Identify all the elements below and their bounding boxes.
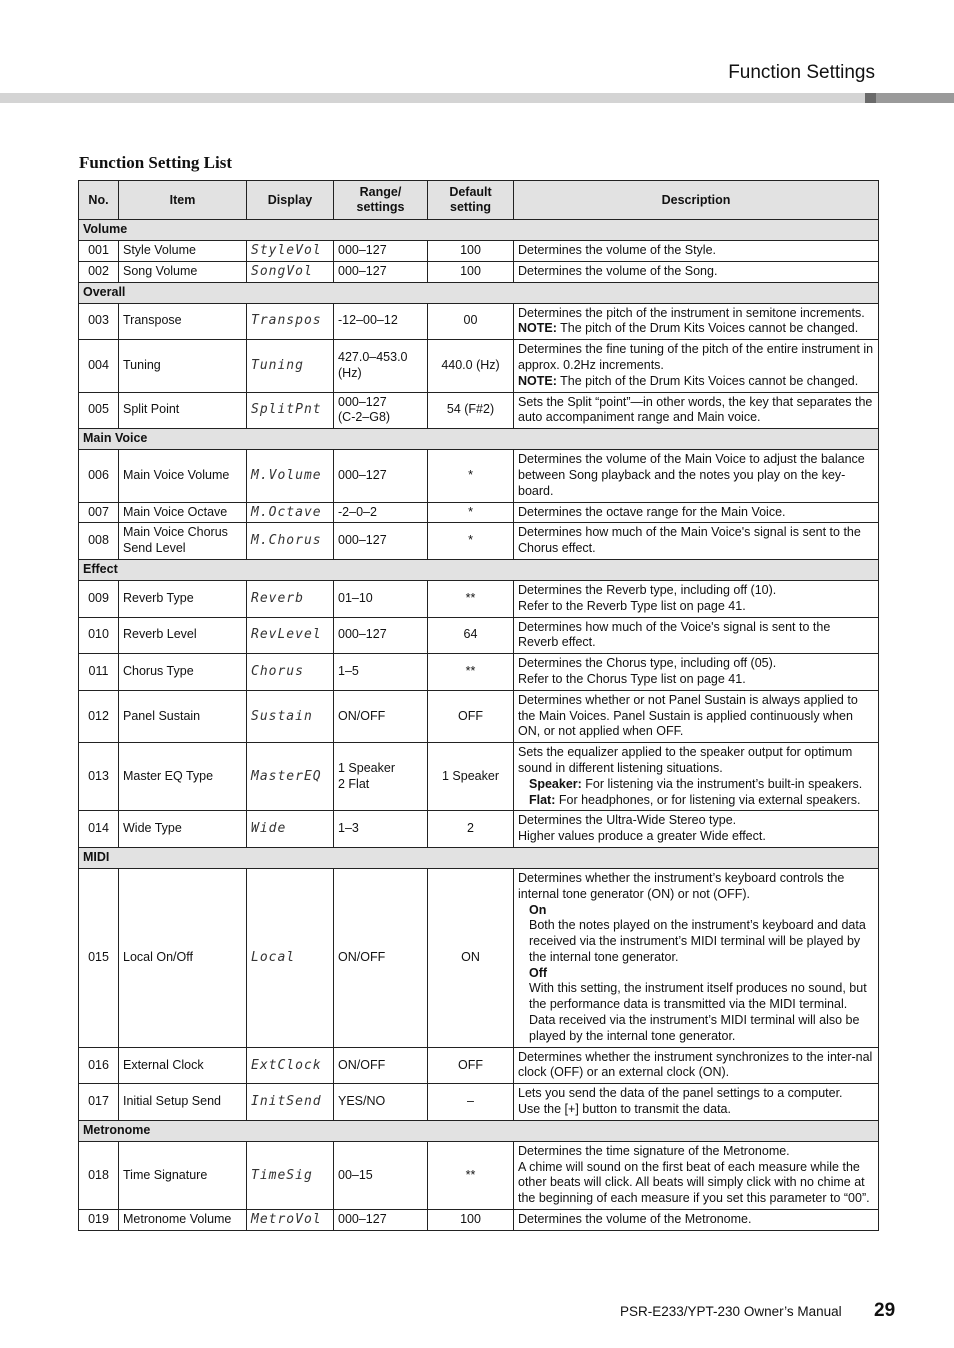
item-line: Transpose (123, 313, 182, 328)
range-line: YES/NO (338, 1094, 386, 1109)
table-header-row (79, 181, 879, 220)
row-range (334, 502, 428, 523)
row-range (334, 303, 428, 340)
description-text: Determines whether or not Panel Sustain is always applied to the Main Voices. Panel Sustain is applied continuously when ON, or not applied when OFF. (518, 692, 858, 739)
category-label: Metronome (79, 1120, 879, 1141)
item-line: Song Volume (123, 263, 198, 278)
range-line: 427.0–453.0 (338, 350, 408, 365)
description-text: Determines the time signature of the Metronome. (518, 1143, 790, 1158)
table-body (79, 220, 879, 1231)
row-display: Tuning (247, 340, 334, 392)
item-line: Master EQ Type (123, 768, 214, 783)
row-range (334, 811, 428, 848)
table-row (79, 241, 879, 262)
table-row (79, 523, 879, 560)
description-line (518, 620, 874, 652)
row-description (514, 617, 879, 654)
description-line (518, 1212, 874, 1228)
range-line: 00–15 (338, 1167, 373, 1182)
description-text: Determines the volume of the Song. (518, 263, 718, 278)
description-line (518, 918, 874, 965)
description-keyword: Speaker: (529, 776, 582, 791)
description-keyword: NOTE: (518, 373, 557, 388)
table-row (79, 502, 879, 523)
row-number: 010 (79, 617, 119, 654)
description-line (518, 599, 874, 615)
header-no: No. (79, 181, 119, 220)
row-default: OFF (428, 690, 514, 742)
row-item (119, 450, 247, 502)
row-display: SongVol (247, 261, 334, 282)
item-line: Reverb Level (123, 627, 197, 642)
description-text: The pitch of the Drum Kits Voices cannot be changed. (556, 321, 859, 336)
category-label: MIDI (79, 847, 879, 868)
header-description: Description (514, 181, 879, 220)
row-item (119, 1084, 247, 1121)
row-default: 64 (428, 617, 514, 654)
header-display: Display (247, 181, 334, 220)
range-line: 000–127 (338, 263, 387, 278)
description-line (518, 793, 874, 809)
description-line (518, 452, 874, 499)
row-item (119, 1210, 247, 1231)
row-description (514, 392, 879, 429)
range-line: ON/OFF (338, 1057, 386, 1072)
range-line: 01–10 (338, 590, 373, 605)
row-display: Wide (247, 811, 334, 848)
description-line (518, 1144, 874, 1160)
header-range-line: settings (356, 200, 405, 214)
category-row (79, 1120, 879, 1141)
row-range (334, 1210, 428, 1231)
row-number: 004 (79, 340, 119, 392)
item-line: Chorus Type (123, 664, 194, 679)
description-text: Determines the pitch of the instrument in semitone increments. (518, 305, 865, 320)
footer-manual-title: PSR-E233/YPT-230 Owner’s Manual (620, 1304, 842, 1319)
range-line: -12–00–12 (338, 313, 398, 328)
row-display: StyleVol (247, 241, 334, 262)
description-line (518, 395, 874, 427)
row-description (514, 1210, 879, 1231)
range-line: ON/OFF (338, 708, 386, 723)
item-line: External Clock (123, 1057, 204, 1072)
row-item (119, 743, 247, 811)
row-number: 018 (79, 1141, 119, 1209)
description-keyword: NOTE: (518, 321, 557, 336)
row-default: ** (428, 1141, 514, 1209)
row-description (514, 1047, 879, 1084)
row-range (334, 617, 428, 654)
row-item (119, 1047, 247, 1084)
description-line (518, 981, 874, 1044)
range-line: 000–127 (338, 627, 387, 642)
row-default: ON (428, 868, 514, 1047)
row-number: 005 (79, 392, 119, 429)
table-row (79, 617, 879, 654)
row-default: 100 (428, 241, 514, 262)
running-header-title: Function Settings (728, 62, 875, 83)
row-default: – (428, 1084, 514, 1121)
row-description (514, 690, 879, 742)
description-line (518, 813, 874, 829)
table-row (79, 340, 879, 392)
item-line: Main Voice Volume (123, 467, 230, 482)
description-line (518, 656, 874, 672)
row-display: M.Octave (247, 502, 334, 523)
row-number: 016 (79, 1047, 119, 1084)
row-item (119, 261, 247, 282)
row-range (334, 654, 428, 691)
description-text: The pitch of the Drum Kits Voices cannot be changed. (556, 373, 859, 388)
description-text: With this setting, the instrument itself produces no sound, but the performance data is transmitted via the MIDI terminal. Data received via the instrument’s MIDI terminal will also be played by the internal tone generator. (529, 981, 867, 1043)
description-text: Determines whether the instrument’s keyboard controls the internal tone generator (ON) or not (OFF). (518, 870, 845, 901)
range-line: (Hz) (338, 365, 362, 380)
row-range (334, 580, 428, 617)
table-row (79, 450, 879, 502)
description-line (518, 871, 874, 903)
header-default-line: Default (449, 185, 492, 199)
description-line (518, 1086, 874, 1102)
row-display: M.Volume (247, 450, 334, 502)
description-line (518, 1050, 874, 1082)
description-line (518, 672, 874, 688)
table-row (79, 1084, 879, 1121)
row-default: 100 (428, 261, 514, 282)
row-number: 012 (79, 690, 119, 742)
description-text: Refer to the Chorus Type list on page 41. (518, 671, 746, 686)
row-description (514, 868, 879, 1047)
description-line (518, 693, 874, 740)
row-display: Chorus (247, 654, 334, 691)
row-description (514, 580, 879, 617)
row-number: 015 (79, 868, 119, 1047)
row-default: 440.0 (Hz) (428, 340, 514, 392)
header-item: Item (119, 181, 247, 220)
description-line (518, 1102, 874, 1118)
row-display: TimeSig (247, 1141, 334, 1209)
row-display: Transpos (247, 303, 334, 340)
range-line: 000–127 (338, 243, 387, 257)
table-row (79, 811, 879, 848)
row-number: 011 (79, 654, 119, 691)
description-text: Determines the volume of the Style. (518, 243, 717, 257)
row-item (119, 868, 247, 1047)
item-line: Tuning (123, 357, 161, 372)
row-number: 003 (79, 303, 119, 340)
category-label: Volume (79, 220, 879, 241)
item-line: Main Voice Chorus (123, 525, 228, 540)
row-display: Sustain (247, 690, 334, 742)
description-text: Higher values produce a greater Wide effect. (518, 829, 766, 844)
category-label: Overall (79, 282, 879, 303)
page-number: 29 (874, 1300, 896, 1321)
description-line (518, 321, 874, 337)
row-description (514, 523, 879, 560)
header-rule-marker (865, 93, 876, 103)
table-row (79, 654, 879, 691)
description-line (518, 525, 874, 557)
row-range (334, 1047, 428, 1084)
category-row (79, 429, 879, 450)
description-text: Both the notes played on the instrument’s keyboard and data received via the instrument’s MIDI terminal will be played by the internal tone generator. (529, 918, 866, 964)
row-item (119, 1141, 247, 1209)
range-line: 000–127 (338, 533, 387, 548)
table-row (79, 303, 879, 340)
description-line (518, 745, 874, 777)
item-line: Wide Type (123, 821, 182, 836)
table-row (79, 580, 879, 617)
header-range-line: Range/ (359, 185, 402, 199)
description-text: Determines how much of the Voice's signal is sent to the Reverb effect. (518, 619, 831, 650)
row-range (334, 868, 428, 1047)
row-number: 017 (79, 1084, 119, 1121)
row-range (334, 690, 428, 742)
row-display: MetroVol (247, 1210, 334, 1231)
table-row (79, 868, 879, 1047)
item-line: Initial Setup Send (123, 1094, 221, 1109)
description-text: Determines the fine tuning of the pitch of the entire instrument in approx. 0.2Hz increments. (518, 342, 874, 372)
item-line: Split Point (123, 402, 180, 417)
description-text: Determines whether the instrument synchronizes to the inter-nal clock (OFF) or an external clock (ON). (518, 1049, 873, 1080)
item-line: Style Volume (123, 243, 196, 257)
row-item (119, 303, 247, 340)
description-line (518, 966, 874, 982)
row-display: M.Chorus (247, 523, 334, 560)
description-text: Sets the Split “point”—in other words, the key that separates the auto accompaniment range and Main voice. (518, 394, 873, 425)
range-line: 000–127 (338, 394, 387, 409)
row-description (514, 1141, 879, 1209)
description-line (518, 903, 874, 919)
row-range (334, 1141, 428, 1209)
description-keyword: On (529, 902, 547, 917)
row-item (119, 580, 247, 617)
row-range (334, 340, 428, 392)
row-item (119, 502, 247, 523)
description-text: Refer to the Reverb Type list on page 41. (518, 598, 746, 613)
row-number: 007 (79, 502, 119, 523)
row-default: * (428, 502, 514, 523)
row-description (514, 340, 879, 392)
range-line: 000–127 (338, 467, 387, 482)
header-rule-end (876, 93, 954, 103)
table-row (79, 1141, 879, 1209)
row-default: OFF (428, 1047, 514, 1084)
row-number: 009 (79, 580, 119, 617)
category-row (79, 220, 879, 241)
description-text: Determines the volume of the Main Voice to adjust the balance between Song playback and the notes you play on the key-board. (518, 452, 865, 498)
description-text: For listening via the instrument’s built-in speakers. (581, 776, 863, 791)
row-range (334, 241, 428, 262)
section-title: Function Setting List (79, 153, 233, 172)
description-line (518, 583, 874, 599)
description-text: Determines the octave range for the Main Voice. (518, 504, 786, 519)
row-description (514, 743, 879, 811)
table-row (79, 261, 879, 282)
row-number: 006 (79, 450, 119, 502)
row-default: 1 Speaker (428, 743, 514, 811)
description-line (518, 342, 874, 374)
row-item (119, 523, 247, 560)
description-text: Determines the volume of the Metronome. (518, 1212, 752, 1227)
row-item (119, 241, 247, 262)
row-description (514, 303, 879, 340)
row-number: 002 (79, 261, 119, 282)
row-display: InitSend (247, 1084, 334, 1121)
description-keyword: Off (529, 965, 548, 980)
range-line: 2 Flat (338, 776, 370, 791)
description-line (518, 829, 874, 845)
item-line: Send Level (123, 541, 186, 556)
row-description (514, 1084, 879, 1121)
range-line: 000–127 (338, 1212, 387, 1227)
row-item (119, 811, 247, 848)
row-number: 014 (79, 811, 119, 848)
description-text: Lets you send the data of the panel settings to a computer. (518, 1086, 843, 1101)
row-default: 00 (428, 303, 514, 340)
range-line: 1–5 (338, 664, 359, 679)
row-default: * (428, 523, 514, 560)
row-display: SplitPnt (247, 392, 334, 429)
description-text: Determines the Ultra-Wide Stereo type. (518, 813, 737, 828)
row-number: 019 (79, 1210, 119, 1231)
description-line (518, 505, 874, 521)
description-line (518, 264, 874, 280)
row-default: 54 (F#2) (428, 392, 514, 429)
row-item (119, 690, 247, 742)
range-line: (C-2–G8) (338, 410, 391, 425)
header-default (428, 181, 514, 220)
item-line: Panel Sustain (123, 708, 201, 723)
item-line: Reverb Type (123, 590, 194, 605)
row-item (119, 617, 247, 654)
category-label: Main Voice (79, 429, 879, 450)
category-row (79, 847, 879, 868)
row-default: 2 (428, 811, 514, 848)
item-line: Main Voice Octave (123, 504, 228, 519)
row-description (514, 450, 879, 502)
row-description (514, 654, 879, 691)
row-item (119, 654, 247, 691)
row-number: 008 (79, 523, 119, 560)
item-line: Metronome Volume (123, 1212, 232, 1227)
row-number: 001 (79, 241, 119, 262)
description-text: Determines how much of the Main Voice's signal is sent to the Chorus effect. (518, 525, 861, 556)
row-description (514, 241, 879, 262)
description-text: Use the [+] button to transmit the data. (518, 1102, 731, 1117)
row-range (334, 392, 428, 429)
description-text: For headphones, or for listening via external speakers. (555, 792, 861, 807)
row-description (514, 502, 879, 523)
row-range (334, 450, 428, 502)
row-display: MasterEQ (247, 743, 334, 811)
row-range (334, 1084, 428, 1121)
row-display: Reverb (247, 580, 334, 617)
category-row (79, 282, 879, 303)
item-line: Local On/Off (123, 949, 193, 964)
row-display: Local (247, 868, 334, 1047)
range-line: ON/OFF (338, 949, 386, 964)
range-line: 1 Speaker (338, 760, 395, 775)
row-range (334, 743, 428, 811)
item-line: Time Signature (123, 1167, 208, 1182)
table-row (79, 392, 879, 429)
range-line: 1–3 (338, 821, 359, 836)
row-description (514, 261, 879, 282)
category-row (79, 559, 879, 580)
description-line (518, 243, 874, 259)
row-item (119, 392, 247, 429)
table-row (79, 690, 879, 742)
table-row (79, 1047, 879, 1084)
row-item (119, 340, 247, 392)
row-description (514, 811, 879, 848)
description-text: Determines the Reverb type, including off (10). (518, 582, 777, 597)
row-display: RevLevel (247, 617, 334, 654)
table-row (79, 1210, 879, 1231)
range-line: -2–0–2 (338, 504, 377, 519)
row-default: ** (428, 654, 514, 691)
row-default: * (428, 450, 514, 502)
description-line (518, 374, 874, 390)
description-line (518, 1160, 874, 1207)
row-number: 013 (79, 743, 119, 811)
function-setting-table (78, 180, 879, 1231)
description-text: A chime will sound on the first beat of each measure while the other beats will click. All beats will simply click with no chime at the beginning of each measure if you set this parameter to “00”. (518, 1159, 870, 1206)
row-range (334, 523, 428, 560)
description-line (518, 306, 874, 322)
header-rule (0, 93, 865, 103)
row-default: 100 (428, 1210, 514, 1231)
description-text: Determines the Chorus type, including off (05). (518, 656, 777, 671)
row-default: ** (428, 580, 514, 617)
header-range (334, 181, 428, 220)
description-keyword: Flat: (529, 792, 556, 807)
description-line (518, 777, 874, 793)
table-row (79, 743, 879, 811)
row-range (334, 261, 428, 282)
header-default-line: setting (450, 200, 491, 214)
description-text: Sets the equalizer applied to the speaker output for optimum sound in different listening situations. (518, 745, 853, 775)
category-label: Effect (79, 559, 879, 580)
row-display: ExtClock (247, 1047, 334, 1084)
